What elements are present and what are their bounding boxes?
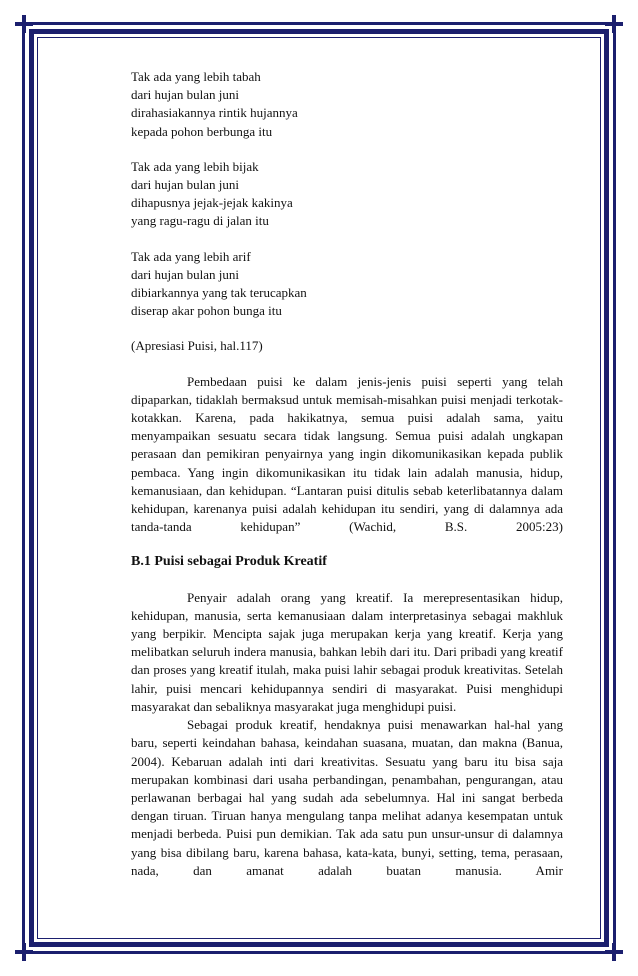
poem-line: kepada pohon berbunga itu	[131, 123, 273, 139]
poem-stanza-2	[131, 158, 563, 231]
corner-ornament-top-left	[15, 15, 33, 33]
body-paragraph-1: Pembedaan puisi ke dalam jenis-jenis puisi seperti yang telah dipaparkan, tidaklah bermaksud untuk memisah-misahkan puisi menjadi terkotak-kotakkan. Karena, pada hakikatnya, semua puisi adalah sama, yaitu menyampaikan sesuatu secara tidak langsung. Semua puisi adalah ungkapan perasaan dan pemikiran penyairnya yang ingin dikomunikasikan kepada publik pembaca. Yang ingin dikomunikasikan itu tidak lain adalah manusia, hidup, kemanusiaan, dan kehidupan. “Lantaran puisi ditulis sebab keterlibatannya dalam kehidupan, karenanya puisi adalah kehidupan itu sendiri, yang di dalamnya ada tanda-tanda kehidupan” (Wachid, B.S. 2005:23)	[131, 373, 563, 535]
poem-line: Tak ada yang lebih arif	[131, 248, 251, 264]
body-paragraph-3: Sebagai produk kreatif, hendaknya puisi menawarkan hal-hal yang baru, seperti keindahan bahasa, keindahan suasana, muatan, dan makna (Banua, 2004). Kebaruan adalah inti dari kreativitas. Sesuatu yang baru itu bisa saja merupakan kombinasi dari usaha perbandingan, penambahan, pengurangan, atau perlawanan berbagai hal yang sudah ada sebelumnya. Hal ini sangat berbeda dengan tiruan. Tiruan hanya mengulang tanpa melihat adanya kesempatan untuk menjadi berbeda. Puisi pun demikian. Tak ada satu pun unsur-unsur di dalamnya yang bisa dibilang baru, karena bahasa, kata-kata, bunyi, setting, tema, perasaan, nada, dan amanat adalah buatan manusia. Amir	[131, 717, 563, 878]
poem-line: dari hujan bulan juni	[131, 177, 239, 193]
corner-ornament-top-right	[605, 15, 623, 33]
poem-citation: (Apresiasi Puisi, hal.117)	[131, 338, 263, 354]
section-heading: B.1 Puisi sebagai Produk Kreatif	[131, 554, 327, 570]
document-body	[131, 68, 563, 880]
poem-line: yang ragu-ragu di jalan itu	[131, 213, 269, 229]
poem-line: dibiarkannya yang tak terucapkan	[131, 285, 307, 301]
poem-line: dari hujan bulan juni	[131, 266, 239, 282]
poem-line: Tak ada yang lebih tabah	[131, 69, 261, 84]
poem-line: dari hujan bulan juni	[131, 87, 239, 103]
poem-line: diserap akar pohon bunga itu	[131, 303, 282, 319]
poem-line: dihapusnya jejak-jejak kakinya	[131, 195, 293, 211]
poem-stanza-3	[131, 248, 563, 321]
poem-stanza-1	[131, 68, 563, 141]
poem-line: Tak ada yang lebih bijak	[131, 158, 259, 174]
body-paragraph-2: Penyair adalah orang yang kreatif. Ia merepresentasikan hidup, kehidupan, manusia, serta kemanusiaan dalam interpretasinya sebagai makhluk yang berpikir. Mencipta sajak juga merupakan kerja yang kreatif. Kerja yang melibatkan seluruh indera manusia, bahkan lebih dari itu. Dari pribadi yang kreatif dan proses yang kreatif itulah, maka puisi lahir sebagai produk kreativitas. Setelah lahir, puisi mencari kehidupannya sendiri di masyarakat. Puisi menghidupi masyarakat dan sebaliknya masyarakat juga menghidupi puisi.	[131, 589, 563, 714]
poem-line: dirahasiakannya rintik hujannya	[131, 105, 298, 121]
corner-ornament-bottom-left	[15, 943, 33, 961]
corner-ornament-bottom-right	[605, 943, 623, 961]
